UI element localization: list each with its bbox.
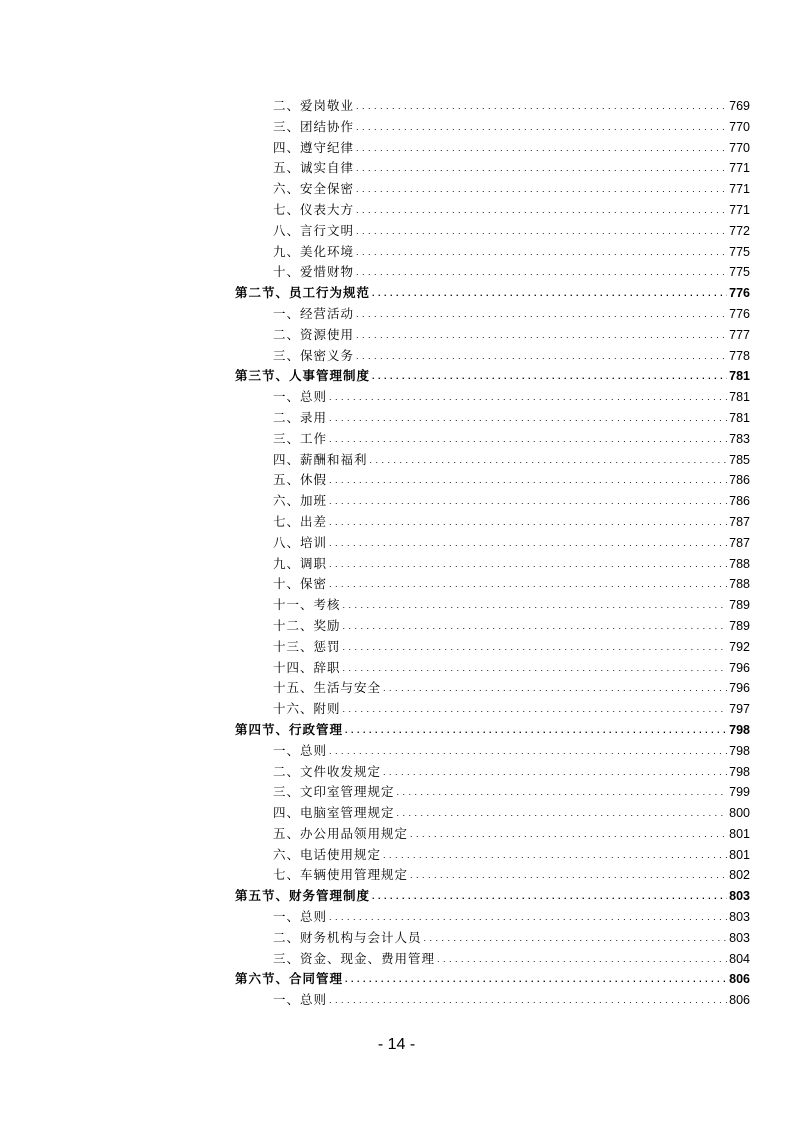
toc-entry-title: 七、仪表大方: [273, 201, 355, 217]
toc-entry-row[interactable]: [235, 96, 750, 117]
toc-page-number: 792: [729, 639, 750, 654]
toc-entry-row[interactable]: [235, 990, 750, 1011]
toc-entry-title: 四、薪酬和福利: [273, 451, 368, 467]
toc-page-number: 806: [729, 972, 750, 987]
toc-entry-row[interactable]: [235, 117, 750, 138]
toc-page-number: 789: [729, 598, 750, 613]
dot-leader: [329, 512, 727, 533]
toc-entry-row[interactable]: [235, 491, 750, 512]
toc-entry-row[interactable]: [235, 325, 750, 346]
toc-page-number: 771: [729, 182, 750, 197]
toc-entry-row[interactable]: [235, 450, 750, 471]
dot-leader: [343, 595, 728, 616]
toc-page-number: 771: [729, 202, 750, 217]
toc-entry-title: 八、培训: [273, 534, 328, 550]
dot-leader: [397, 782, 728, 803]
toc-entry-title: 一、总则: [273, 992, 328, 1008]
toc-entry-title: 十、保密: [273, 576, 328, 592]
toc-entry-title: 九、调职: [273, 555, 328, 571]
toc-entry-title: 五、诚实自律: [273, 160, 355, 176]
toc-page-number: 804: [729, 951, 750, 966]
toc-entry-title: 十、爱惜财物: [273, 264, 355, 280]
toc-entry-title: 二、录用: [273, 409, 328, 425]
toc-entry-row[interactable]: [235, 845, 750, 866]
dot-leader: [329, 990, 727, 1011]
dot-leader: [329, 574, 727, 595]
toc-page-number: 770: [729, 119, 750, 134]
toc-entry-row[interactable]: [235, 595, 750, 616]
toc-entry-title: 二、文件收发规定: [273, 763, 382, 779]
toc-entry-title: 第五节、财务管理制度: [235, 888, 371, 904]
dot-leader: [329, 554, 727, 575]
dot-leader: [410, 865, 727, 886]
dot-leader: [356, 346, 727, 367]
toc-entry-title: 三、工作: [273, 430, 328, 446]
dot-leader: [329, 429, 727, 450]
toc-entry-title: 六、安全保密: [273, 181, 355, 197]
toc-entry-row[interactable]: [235, 699, 750, 720]
toc-entry-row[interactable]: [235, 928, 750, 949]
toc-entry-title: 七、车辆使用管理规定: [273, 867, 409, 883]
toc-entry-row[interactable]: [235, 574, 750, 595]
dot-leader: [329, 491, 727, 512]
toc-page-number: 776: [729, 306, 750, 321]
dot-leader: [372, 886, 727, 907]
toc-entry-row[interactable]: [235, 179, 750, 200]
toc-page-number: 788: [729, 556, 750, 571]
toc-entry-title: 二、资源使用: [273, 326, 355, 342]
toc-page-number: 803: [729, 910, 750, 925]
toc-page-number: 800: [729, 806, 750, 821]
toc-entry-row[interactable]: [235, 387, 750, 408]
toc-entry-title: 一、总则: [273, 742, 328, 758]
toc-entry-title: 十四、辞职: [273, 659, 341, 675]
dot-leader: [329, 741, 727, 762]
toc-entry-title: 四、遵守纪律: [273, 139, 355, 155]
toc-entry-row[interactable]: [235, 138, 750, 159]
dot-leader: [372, 366, 727, 387]
toc-entry-row[interactable]: [235, 616, 750, 637]
toc-entry-title: 五、办公用品领用规定: [273, 825, 409, 841]
dot-leader: [345, 720, 727, 741]
dot-leader: [370, 450, 728, 471]
dot-leader: [356, 179, 727, 200]
dot-leader: [356, 304, 727, 325]
table-of-contents: [235, 96, 750, 1011]
toc-entry-row[interactable]: [235, 678, 750, 699]
dot-leader: [356, 242, 727, 263]
toc-entry-row[interactable]: [235, 824, 750, 845]
toc-entry-title: 二、财务机构与会计人员: [273, 929, 422, 945]
toc-entry-row[interactable]: [235, 907, 750, 928]
dot-leader: [343, 637, 728, 658]
toc-page-number: 797: [729, 702, 750, 717]
dot-leader: [329, 533, 727, 554]
toc-entry-row[interactable]: [235, 408, 750, 429]
toc-page-number: 775: [729, 244, 750, 259]
toc-entry-title: 三、团结协作: [273, 118, 355, 134]
toc-entry-row[interactable]: [235, 512, 750, 533]
toc-entry-title: 二、爱岗敬业: [273, 98, 355, 113]
toc-entry-row[interactable]: [235, 762, 750, 783]
toc-entry-title: 六、电话使用规定: [273, 846, 382, 862]
toc-entry-title: 十二、奖励: [273, 617, 341, 633]
toc-entry-row[interactable]: [235, 865, 750, 886]
toc-page-number: 803: [729, 889, 750, 904]
dot-leader: [397, 803, 728, 824]
toc-entry-row[interactable]: [235, 637, 750, 658]
toc-page-number: 789: [729, 618, 750, 633]
toc-page-number: 787: [729, 514, 750, 529]
dot-leader: [383, 845, 727, 866]
toc-entry-title: 第三节、人事管理制度: [235, 368, 371, 384]
toc-entry-row[interactable]: [235, 782, 750, 803]
toc-page-number: 798: [729, 743, 750, 758]
toc-entry-title: 六、加班: [273, 493, 328, 509]
toc-entry-title: 九、美化环境: [273, 243, 355, 259]
toc-page-number: 786: [729, 494, 750, 509]
toc-page-number: 772: [729, 223, 750, 238]
toc-page-number: 801: [729, 826, 750, 841]
toc-page-number: 770: [729, 140, 750, 155]
dot-leader: [329, 387, 727, 408]
toc-entry-row[interactable]: [235, 803, 750, 824]
toc-page-number: 781: [729, 410, 750, 425]
toc-page-number: 806: [729, 993, 750, 1008]
toc-entry-row[interactable]: [235, 554, 750, 575]
dot-leader: [329, 907, 727, 928]
toc-page-number: 769: [729, 99, 750, 113]
dot-leader: [343, 658, 728, 679]
dot-leader: [343, 699, 728, 720]
toc-section-row[interactable]: [235, 283, 750, 304]
dot-leader: [372, 283, 727, 304]
toc-entry-row[interactable]: [235, 741, 750, 762]
toc-entry-title: 三、文印室管理规定: [273, 784, 395, 800]
toc-entry-title: 三、保密义务: [273, 347, 355, 363]
toc-section-row[interactable]: [235, 969, 750, 990]
dot-leader: [345, 969, 727, 990]
dot-leader: [356, 158, 727, 179]
toc-entry-row[interactable]: [235, 949, 750, 970]
dot-leader: [356, 117, 727, 138]
toc-entry-row[interactable]: [235, 429, 750, 450]
dot-leader: [356, 325, 727, 346]
toc-page-number: 796: [729, 681, 750, 696]
toc-entry-title: 一、总则: [273, 389, 328, 405]
toc-entry-row[interactable]: [235, 262, 750, 283]
dot-leader: [356, 200, 727, 221]
toc-page-number: 786: [729, 473, 750, 488]
dot-leader: [424, 928, 728, 949]
toc-page-number: 787: [729, 535, 750, 550]
toc-entry-title: 四、电脑室管理规定: [273, 805, 395, 821]
dot-leader: [383, 678, 727, 699]
toc-entry-title: 十六、附则: [273, 701, 341, 717]
toc-entry-title: 第六节、合同管理: [235, 971, 344, 987]
toc-entry-row[interactable]: [235, 158, 750, 179]
toc-section-row[interactable]: [235, 720, 750, 741]
toc-entry-row[interactable]: [235, 200, 750, 221]
toc-page-number: 799: [729, 785, 750, 800]
dot-leader: [437, 949, 727, 970]
toc-entry-row[interactable]: [235, 242, 750, 263]
toc-entry-title: 七、出差: [273, 513, 328, 529]
toc-entry-title: 八、言行文明: [273, 222, 355, 238]
toc-entry-title: 十一、考核: [273, 597, 341, 613]
toc-section-row[interactable]: [235, 886, 750, 907]
toc-section-row[interactable]: [235, 366, 750, 387]
toc-entry-row[interactable]: [235, 533, 750, 554]
toc-page-number: 798: [729, 764, 750, 779]
toc-page-number: 801: [729, 847, 750, 862]
toc-page-number: 783: [729, 431, 750, 446]
dot-leader: [343, 616, 728, 637]
toc-page-number: 796: [729, 660, 750, 675]
toc-entry-title: 第二节、员工行为规范: [235, 285, 371, 301]
dot-leader: [356, 96, 727, 117]
toc-entry-title: 一、经营活动: [273, 305, 355, 321]
toc-page-number: 798: [729, 722, 750, 737]
toc-page-number: 788: [729, 577, 750, 592]
toc-entry-title: 十三、惩罚: [273, 638, 341, 654]
toc-entry-row[interactable]: [235, 304, 750, 325]
toc-entry-title: 五、休假: [273, 472, 328, 488]
toc-entry-row[interactable]: [235, 658, 750, 679]
toc-entry-title: 三、资金、现金、费用管理: [273, 950, 436, 966]
toc-entry-title: 十五、生活与安全: [273, 680, 382, 696]
dot-leader: [329, 470, 727, 491]
page-number-footer: - 14 -: [377, 1036, 416, 1053]
dot-leader: [356, 138, 727, 159]
toc-entry-row[interactable]: [235, 470, 750, 491]
toc-page-number: 778: [729, 348, 750, 363]
dot-leader: [410, 824, 727, 845]
dot-leader: [329, 408, 727, 429]
toc-entry-row[interactable]: [235, 346, 750, 367]
toc-page-number: 771: [729, 161, 750, 176]
toc-page-number: 775: [729, 265, 750, 280]
toc-page-number: 777: [729, 327, 750, 342]
dot-leader: [383, 762, 727, 783]
toc-entry-title: 第四节、行政管理: [235, 721, 344, 737]
toc-entry-title: 一、总则: [273, 909, 328, 925]
toc-page-number: 803: [729, 930, 750, 945]
toc-page-number: 781: [729, 369, 750, 384]
toc-page-number: 785: [729, 452, 750, 467]
dot-leader: [356, 262, 727, 283]
toc-page-number: 781: [729, 390, 750, 405]
toc-page-number: 802: [729, 868, 750, 883]
toc-entry-row[interactable]: [235, 221, 750, 242]
dot-leader: [356, 221, 727, 242]
toc-page-number: 776: [729, 286, 750, 301]
